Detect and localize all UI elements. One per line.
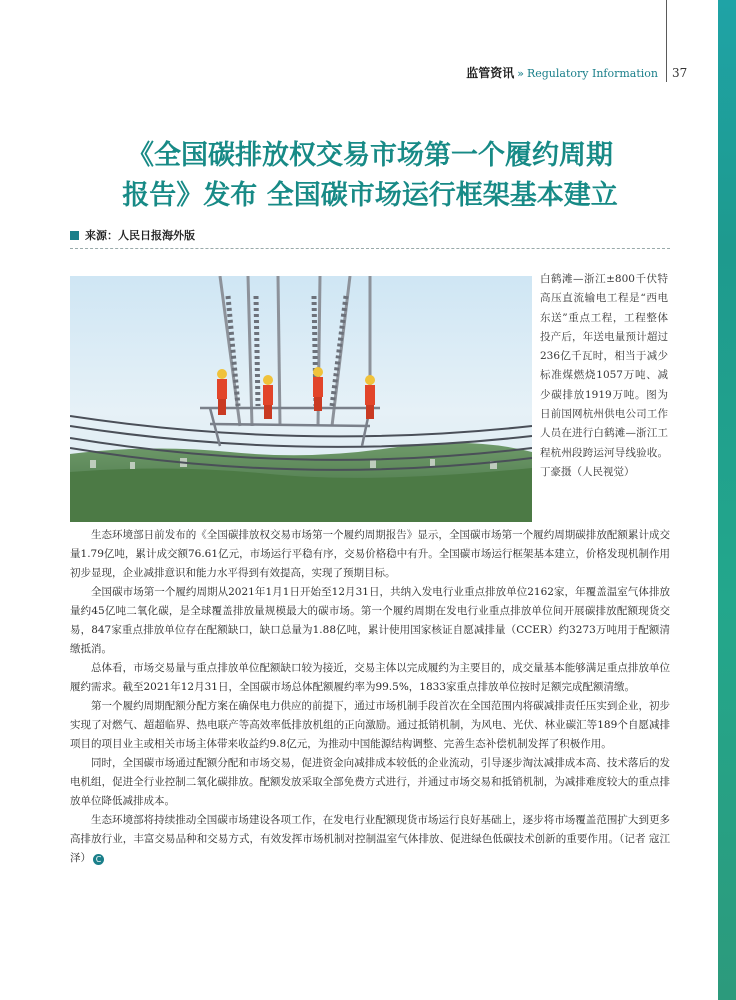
article-body xyxy=(70,526,670,868)
header-divider xyxy=(666,0,667,82)
paragraph-4: 第一个履约周期配额分配方案在确保电力供应的前提下，通过市场机制手段首次在全国范围内将碳减排责任压实到企业，初步实现了对燃气、超超临界、热电联产等高效率低排放机组的正向激励。通过抵销机制，为风电、光伏、林业碳汇等189个自愿减排项目的项目业主或相关市场主体带来收益约9.8亿元，为推动中国能源结构调整、完善生态补偿机制发挥了积极作用。 xyxy=(70,700,670,750)
paragraph-6-text: 生态环境部将持续推动全国碳市场建设各项工作，在发电行业配额现货市场运行良好基础上，逐步将市场覆盖范围扩大到更多高排放行业，丰富交易品种和交易方式，有效发挥市场机制对控制温室气体排放、促进绿色低碳技术创新的重要作用。（记者 寇江泽） xyxy=(70,814,670,864)
source-text: 来源：人民日报海外版 xyxy=(85,229,195,242)
title-line-1: 《全国碳排放权交易市场第一个履约周期 xyxy=(127,140,613,171)
paragraph-5: 同时，全国碳市场通过配额分配和市场交易，促进资金向减排成本较低的企业流动，引导逐步淘汰减排成本高、技术落后的发电机组，促进全行业控制二氧化碳排放。配额发放采取全部免费方式进行，并通过市场交易和抵销机制，为减排难度较大的重点排放单位降低减排成本。 xyxy=(70,757,670,807)
square-bullet-icon xyxy=(70,231,79,240)
paragraph-6 xyxy=(70,811,670,868)
source-divider xyxy=(70,248,670,249)
chevron-icon: » xyxy=(517,67,524,80)
paragraph-2: 全国碳市场第一个履约周期从2021年1月1日开始至12月31日，共纳入发电行业重点排放单位2162家，年覆盖温室气体排放量约45亿吨二氧化碳，是全球覆盖排放量规模最大的碳市场。第一个履约周期在发电行业重点排放单位间开展碳排放配额现货交易，847家重点排放单位存在配额缺口，缺口总量为1.88亿吨，累计使用国家核证自愿减排量（CCER）约3273万吨用于配额清缴抵消。 xyxy=(70,586,670,655)
section-label-en: Regulatory Information xyxy=(526,67,658,80)
article-source xyxy=(70,229,195,243)
side-color-bar xyxy=(718,0,736,1000)
paragraph-1: 生态环境部日前发布的《全国碳排放权交易市场第一个履约周期报告》显示，全国碳市场第一个履约周期碳排放配额累计成交量1.79亿吨，累计成交额76.61亿元，市场运行平稳有序，交易价格稳中有升。全国碳市场运行框架基本建立，价格发现机制作用初步显现，企业减排意识和能力水平得到有效提高，实现了预期目标。 xyxy=(70,529,670,579)
running-header xyxy=(0,64,666,82)
photo-caption: 白鹤滩—浙江±800千伏特高压直流输电工程是“西电东送”重点工程，工程整体投产后，年送电量预计超过236亿千瓦时，相当于减少标准煤燃烧1057万吨、减少碳排放1919万吨。图为日前国网杭州供电公司工作人员在进行白鹤滩—浙江工程杭州段跨运河导线验收。丁豪摄（人民视觉） xyxy=(540,273,668,478)
end-mark-icon: C xyxy=(93,854,104,865)
article-title xyxy=(70,136,670,216)
section-label: 监管资讯 xyxy=(466,66,515,80)
transmission-line-workers-illustration xyxy=(70,276,532,522)
article-photo xyxy=(70,276,532,522)
paragraph-3: 总体看，市场交易量与重点排放单位配额缺口较为接近，交易主体以完成履约为主要目的，成交量基本能够满足重点排放单位履约需求。截至2021年12月31日，全国碳市场总体配额履约率为99.5%，1833家重点排放单位按时足额完成配额清缴。 xyxy=(70,662,670,693)
title-line-2: 报告》发布 全国碳市场运行框架基本建立 xyxy=(122,180,618,211)
page-number: 37 xyxy=(672,66,688,80)
